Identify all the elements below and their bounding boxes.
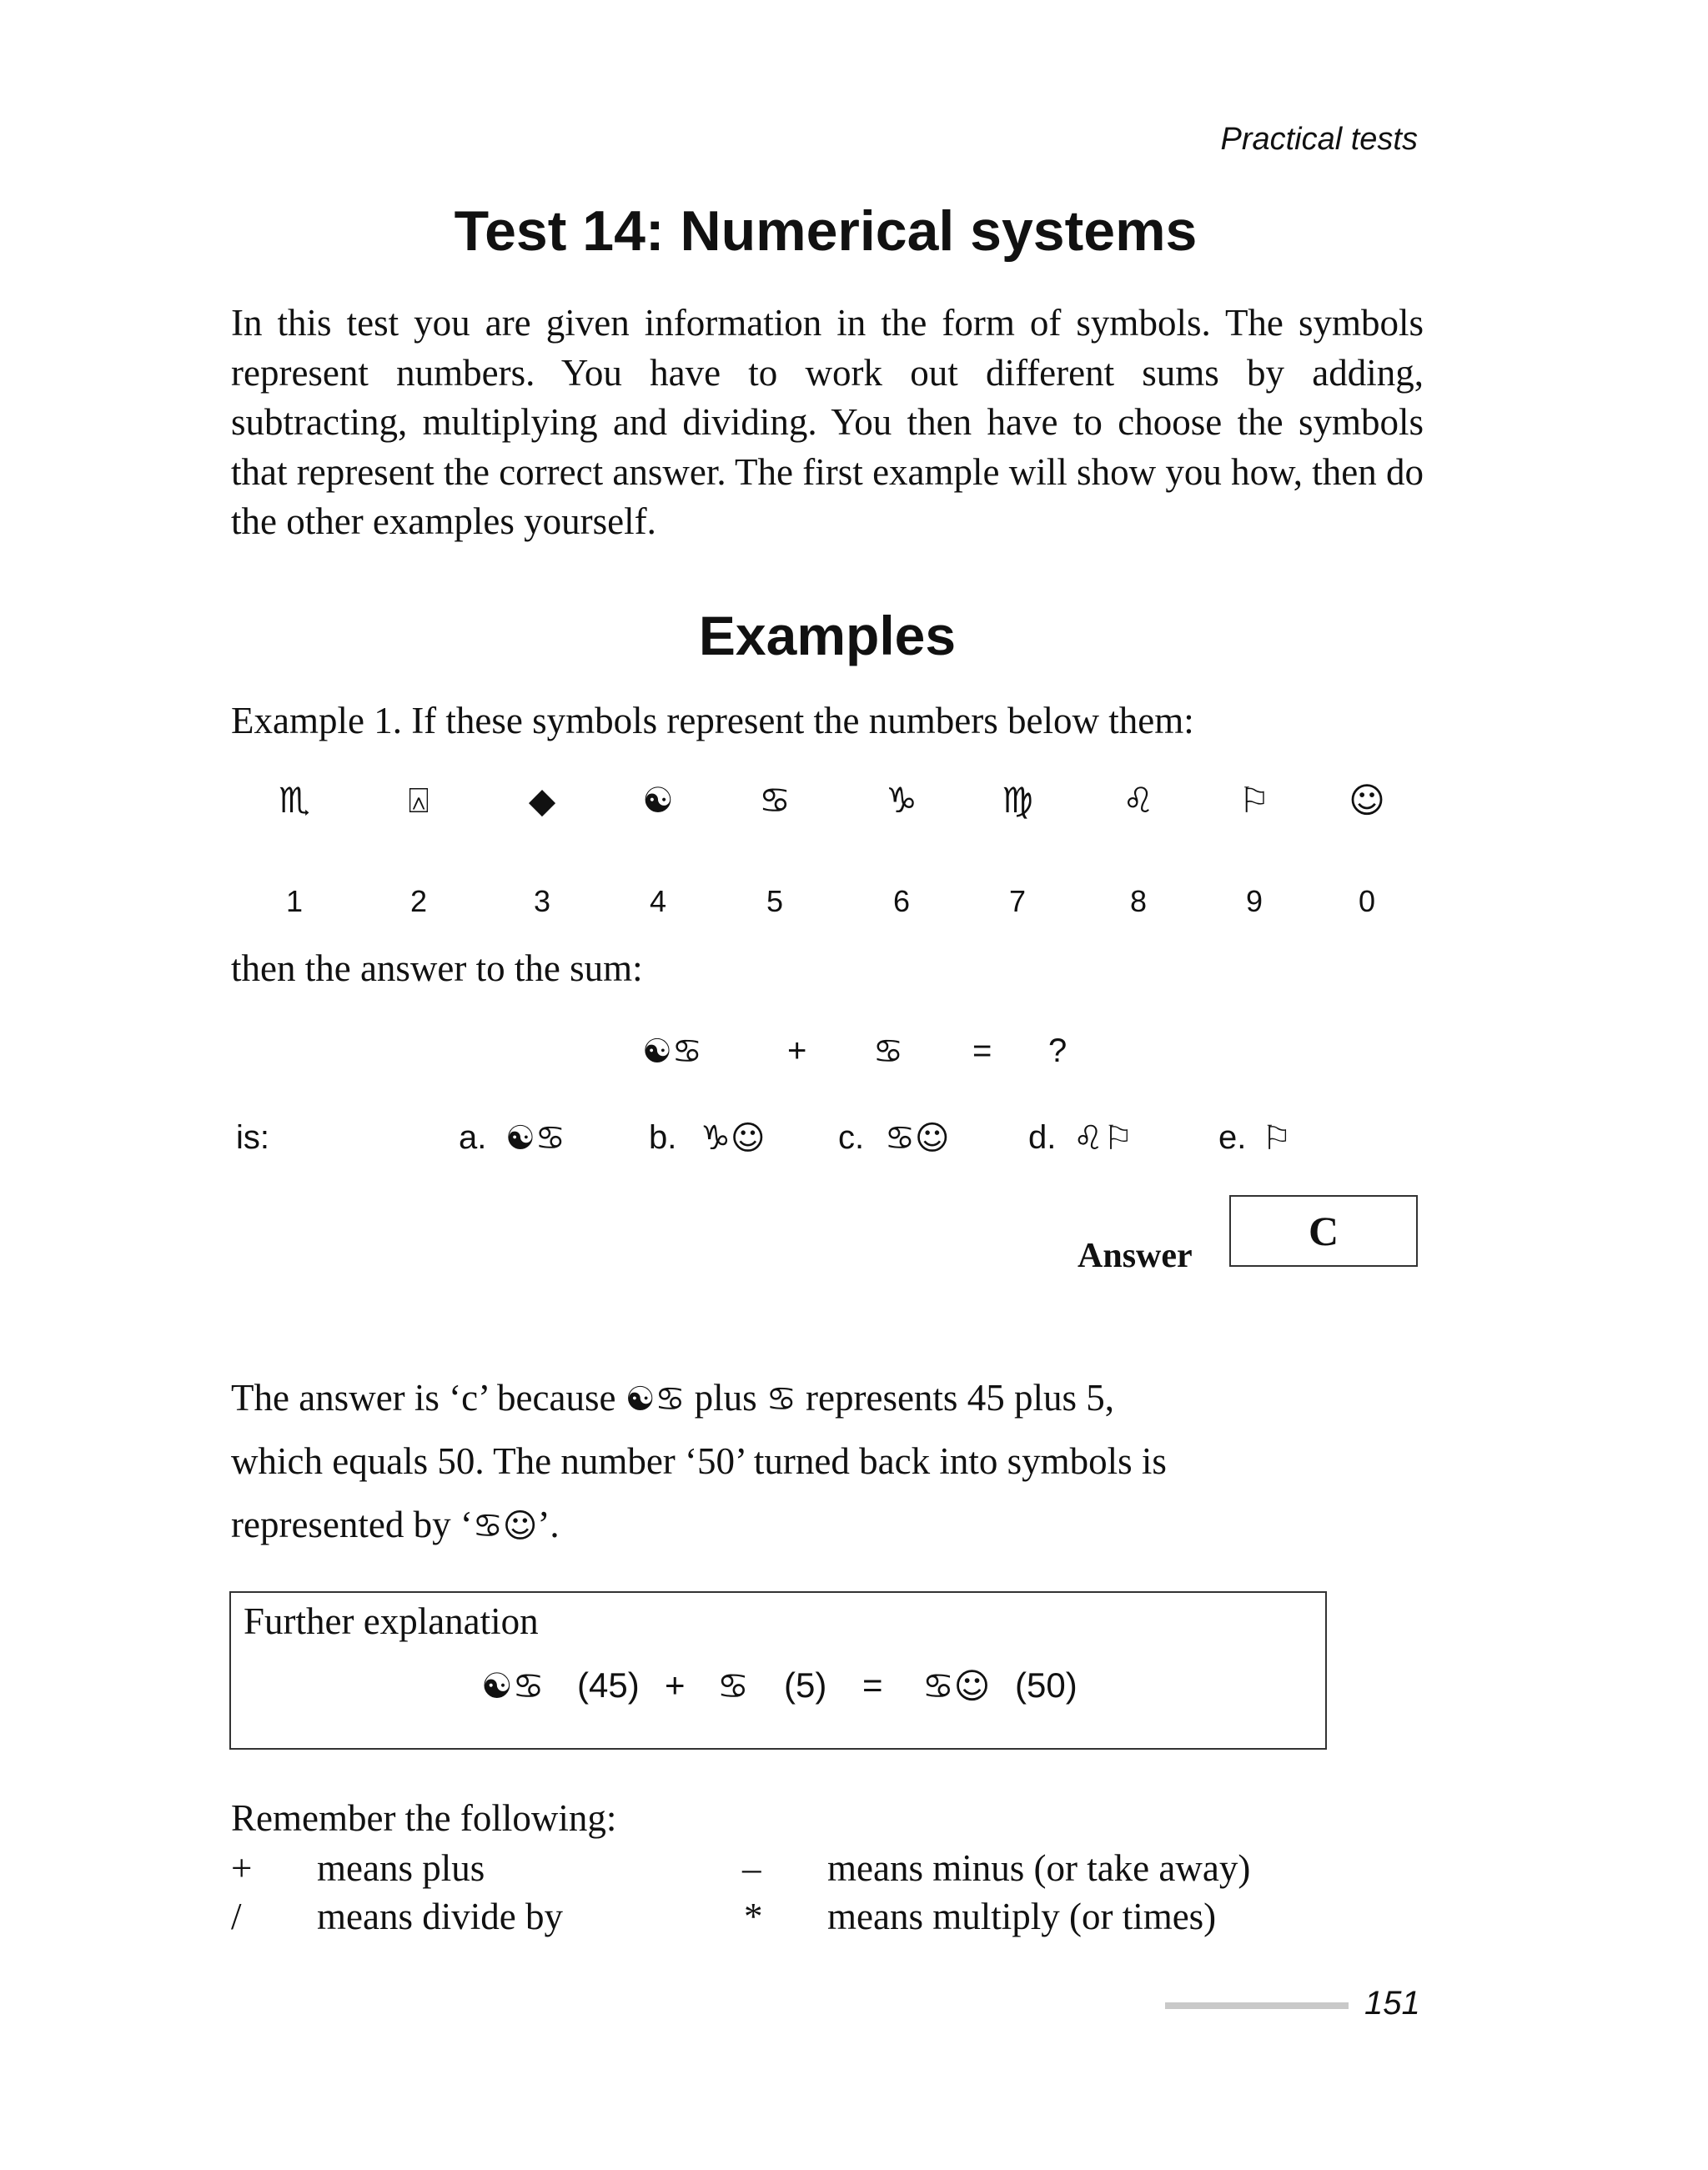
remember-title: Remember the following:: [231, 1797, 617, 1839]
explanation-text-3: represents 45 plus 5,: [796, 1377, 1114, 1419]
rule-divide-meaning: means divide by: [317, 1896, 563, 1937]
explanation-symbols-3: ♋☺: [472, 1507, 538, 1545]
option-b-symbols[interactable]: ♑☺: [701, 1119, 766, 1158]
number-5: 5: [766, 884, 784, 918]
page-number: 151: [1364, 1985, 1420, 2022]
running-head: Practical tests: [1220, 122, 1418, 157]
explanation-text-1: The answer is ‘c’ because: [231, 1377, 625, 1419]
number-9: 9: [1245, 884, 1263, 918]
explanation-line-3: [231, 1503, 560, 1546]
option-c-symbols[interactable]: ♋☺: [885, 1119, 950, 1158]
number-8: 8: [1129, 884, 1148, 918]
further-symbols-2: ♋: [717, 1665, 749, 1706]
symbol-9-icon: ⚐: [1238, 780, 1270, 821]
option-d-symbols[interactable]: ♌⚐: [1073, 1119, 1133, 1158]
option-e-letter[interactable]: e.: [1218, 1119, 1247, 1156]
symbol-2-icon: ⍓: [408, 780, 430, 821]
number-6: 6: [892, 884, 911, 918]
is-label: is:: [236, 1119, 269, 1156]
symbol-0-icon: ☺: [1349, 780, 1385, 821]
explanation-text-2: plus: [685, 1377, 766, 1419]
explanation-text-4: represented by ‘: [231, 1504, 473, 1545]
rule-multiply-symbol: *: [744, 1896, 763, 1937]
sum-equals: =: [972, 1032, 992, 1069]
example1-intro: Example 1. If these symbols represent the numbers below them:: [231, 700, 1194, 741]
option-e-symbols[interactable]: ⚐: [1262, 1119, 1292, 1158]
sum-operand-b: ♋: [873, 1032, 903, 1071]
option-a-symbols[interactable]: ☯♋: [505, 1119, 565, 1158]
further-equals: =: [862, 1665, 883, 1705]
number-4: 4: [649, 884, 667, 918]
examples-heading: Examples: [698, 605, 957, 666]
rule-plus-symbol: +: [231, 1847, 253, 1889]
further-explanation-title: Further explanation: [244, 1600, 539, 1642]
rule-divide-symbol: /: [231, 1896, 242, 1937]
rule-plus-meaning: means plus: [317, 1847, 485, 1889]
number-3: 3: [533, 884, 551, 918]
symbol-1-icon: ♏: [279, 780, 310, 821]
further-symbols-3: ♋☺: [922, 1665, 991, 1706]
explanation-symbols-2: ♋: [766, 1380, 796, 1419]
symbol-3-icon: ◆: [528, 780, 556, 821]
sum-operand-a: ☯♋: [642, 1032, 702, 1071]
further-symbols-1: ☯♋: [481, 1665, 545, 1706]
option-a-letter[interactable]: a.: [459, 1119, 487, 1156]
further-number-2: (5): [784, 1665, 827, 1705]
rule-minus-symbol: –: [742, 1847, 761, 1889]
option-c-letter[interactable]: c.: [838, 1119, 865, 1156]
footer-rule: [1165, 2002, 1349, 2009]
explanation-line-2: which equals 50. The number ‘50’ turned back into symbols is: [231, 1440, 1167, 1482]
option-d-letter[interactable]: d.: [1028, 1119, 1057, 1156]
intro-paragraph: In this test you are given information in the form of symbols. The symbols represent numbers. You have to work out different sums by adding, subtracting, multiplying and dividing. You then have to choose the symbols that represent the correct answer. The first example will show you how, then do the other examples yourself.: [231, 302, 1424, 542]
rule-minus-meaning: means minus (or take away): [827, 1847, 1251, 1889]
explanation-text-5: ’.: [537, 1504, 560, 1545]
number-1: 1: [285, 884, 304, 918]
symbol-7-icon: ♍: [1002, 780, 1033, 821]
symbol-6-icon: ♑: [886, 780, 917, 821]
further-plus: +: [665, 1665, 686, 1705]
number-2: 2: [409, 884, 428, 918]
explanation-symbols-1: ☯♋: [625, 1380, 686, 1419]
then-text: then the answer to the sum:: [231, 947, 643, 989]
symbol-4-icon: ☯: [642, 780, 674, 821]
number-0: 0: [1358, 884, 1376, 918]
sum-plus: +: [787, 1032, 807, 1069]
page-title: Test 14: Numerical systems: [454, 199, 1198, 263]
explanation-line-1: [231, 1376, 1114, 1419]
number-7: 7: [1008, 884, 1027, 918]
option-b-letter[interactable]: b.: [649, 1119, 677, 1156]
answer-label: Answer: [1078, 1237, 1193, 1275]
sum-question: ?: [1048, 1032, 1068, 1069]
answer-box[interactable]: C: [1229, 1195, 1418, 1267]
symbol-8-icon: ♌: [1123, 780, 1154, 821]
rule-multiply-meaning: means multiply (or times): [827, 1896, 1217, 1937]
further-number-3: (50): [1015, 1665, 1078, 1705]
further-number-1: (45): [577, 1665, 640, 1705]
symbol-5-icon: ♋: [759, 780, 791, 821]
